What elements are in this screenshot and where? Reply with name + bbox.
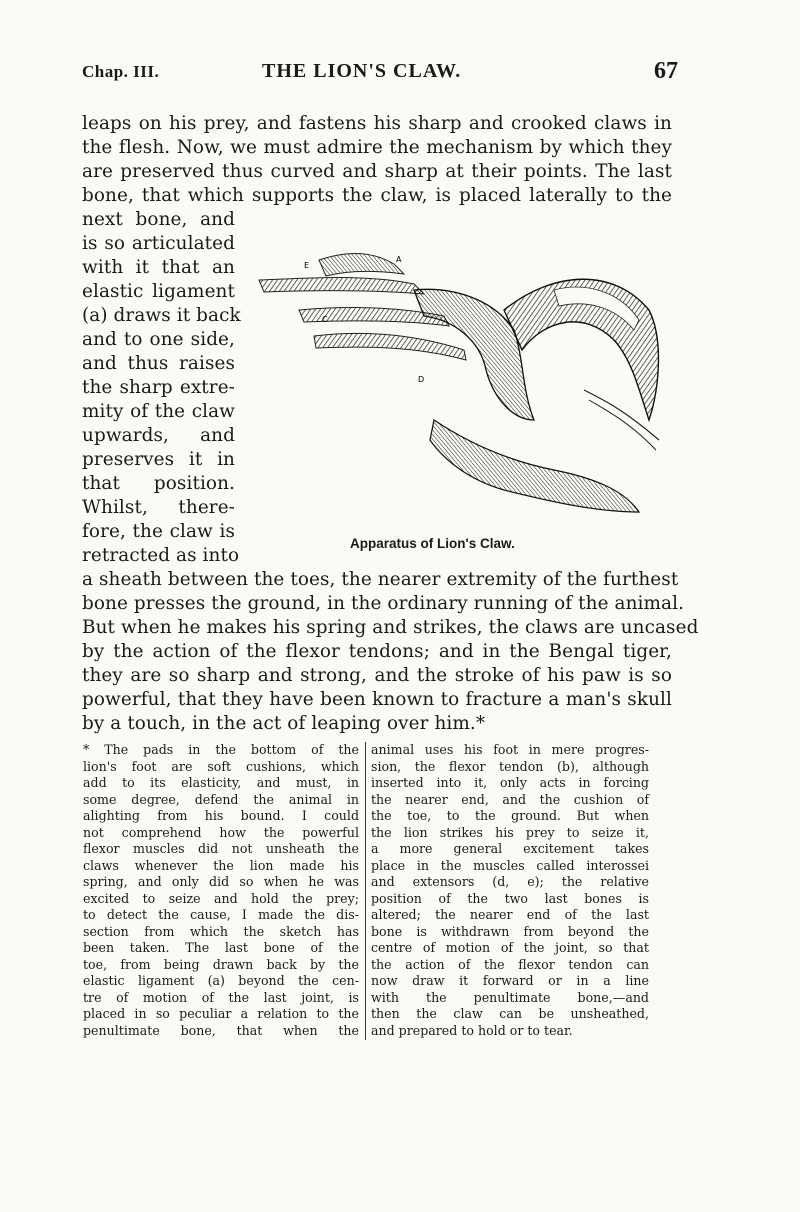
body-line-narrow: the sharp extre- xyxy=(82,377,235,398)
footnote-left-line: claws whenever the lion made his xyxy=(83,857,359,873)
footnote-right-line: then the claw can be unsheathed, xyxy=(371,1006,649,1021)
body-line-narrow: retracted as into xyxy=(82,545,240,566)
body-line: are preserved thus curved and sharp at their points. The last xyxy=(82,161,672,182)
footnote-left-line: alighting from his bound. I could xyxy=(83,808,359,823)
footnote-right-line: the action of the flexor tendon can xyxy=(371,956,649,972)
body-line-narrow: (a) draws it back xyxy=(82,305,241,326)
footnote-right-line: the nearer end, and the cushion of xyxy=(371,791,649,807)
body-line: the flesh. Now, we must admire the mechanism by which they xyxy=(82,137,672,158)
footnote-left-line: excited to seize and hold the prey; xyxy=(83,890,359,906)
page-title: THE LION'S CLAW. xyxy=(262,60,462,82)
body-line-narrow: mity of the claw xyxy=(82,401,235,422)
body-line-narrow: Whilst, there- xyxy=(82,497,235,518)
footnote-left-line: been taken. The last bone of the xyxy=(83,940,359,955)
footnote-right-line: and extensors (d, e); the relative xyxy=(371,874,649,889)
footnote-right-line: and prepared to hold or to tear. xyxy=(371,1022,573,1038)
body-line: a sheath between the toes, the nearer extremity of the furthest xyxy=(82,569,679,590)
footnote-right-line: inserted into it, only acts in forcing xyxy=(371,775,649,790)
footnote-right-line: sion, the flexor tendon (b), although xyxy=(371,758,649,774)
footnote-right-line: place in the muscles called interossei xyxy=(371,857,649,873)
footnote-left-line: tre of motion of the last joint, is xyxy=(83,989,359,1005)
body-line: they are so sharp and strong, and the stroke of his paw is so xyxy=(82,665,672,686)
body-line: by a touch, in the act of leaping over him.* xyxy=(82,713,486,734)
body-line-narrow: elastic ligament xyxy=(82,281,235,302)
footnote-left-line: flexor muscles did not unsheath the xyxy=(83,841,359,856)
body-line-narrow: with it that an xyxy=(82,257,235,278)
label-c: C xyxy=(322,315,328,324)
footnote-right-line: position of the two last bones is xyxy=(371,890,649,906)
label-e: E xyxy=(304,261,310,270)
body-line: leaps on his prey, and fastens his sharp and crooked claws in xyxy=(82,113,672,134)
figure-caption: Apparatus of Lion's Claw. xyxy=(350,536,515,551)
body-line: bone presses the ground, in the ordinary running of the animal. xyxy=(82,593,685,614)
footnote-left-line: toe, from being drawn back by the xyxy=(83,956,359,972)
footnote-left-line: elastic ligament (a) beyond the cen- xyxy=(83,973,359,988)
body-line-narrow: that position. xyxy=(82,473,235,494)
footnote-left-line: placed in so peculiar a relation to the xyxy=(83,1006,359,1021)
footnote-right-line: the toe, to the ground. But when xyxy=(371,808,649,823)
footnote-right-line: animal uses his foot in mere progres- xyxy=(371,742,649,757)
footnote-right-line: with the penultimate bone,—and xyxy=(371,989,649,1005)
body-line-narrow: upwards, and xyxy=(82,425,235,446)
body-line: But when he makes his spring and strikes, the claws are uncased xyxy=(82,617,699,638)
footnote-left-line: lion's foot are soft cushions, which xyxy=(83,758,359,774)
body-line-narrow: next bone, and xyxy=(82,209,235,230)
footnote-right-line: the lion strikes his prey to seize it, xyxy=(371,824,649,840)
body-line: by the action of the flexor tendons; and in the Bengal tiger, xyxy=(82,641,672,662)
running-header xyxy=(82,58,678,88)
body-line-narrow: and thus raises xyxy=(82,353,235,374)
body-line: bone, that which supports the claw, is placed laterally to the xyxy=(82,185,672,206)
footnote-right-line: bone is withdrawn from beyond the xyxy=(371,923,649,939)
footnote-left-line: add to its elasticity, and must, in xyxy=(83,775,359,790)
chapter-label: Chap. III. xyxy=(82,62,160,81)
footnote-right-line: now draw it forward or in a line xyxy=(371,973,649,988)
body-line: powerful, that they have been known to fracture a man's skull xyxy=(82,689,672,710)
label-a: A xyxy=(396,255,402,264)
footnote-right-line: a more general excitement takes xyxy=(371,841,649,856)
body-line-narrow: is so articulated xyxy=(82,233,235,254)
column-rule xyxy=(365,742,366,1040)
body-line-narrow: fore, the claw is xyxy=(82,521,235,542)
body-line-narrow: preserves it in xyxy=(82,449,235,470)
body-line-narrow: and to one side, xyxy=(82,329,235,350)
footnote-left-line: some degree, defend the animal in xyxy=(83,791,359,807)
footnote-left-line: spring, and only did so when he was xyxy=(83,874,359,889)
footnote-left-line: penultimate bone, that when the xyxy=(83,1022,359,1038)
footnote-left-line: to detect the cause, I made the dis- xyxy=(83,907,359,922)
label-d: D xyxy=(418,375,425,384)
footnote-left-line: section from which the sketch has xyxy=(83,923,359,939)
footnote-left-line: not comprehend how the powerful xyxy=(83,824,359,840)
footnote-left-line: * The pads in the bottom of the xyxy=(83,742,359,757)
lion-claw-illustration xyxy=(254,250,674,530)
page-number: 67 xyxy=(654,58,678,84)
footnote-right-line: altered; the nearer end of the last xyxy=(371,907,649,922)
claw-engraving xyxy=(254,250,674,530)
footnote-right-line: centre of motion of the joint, so that xyxy=(371,940,649,955)
